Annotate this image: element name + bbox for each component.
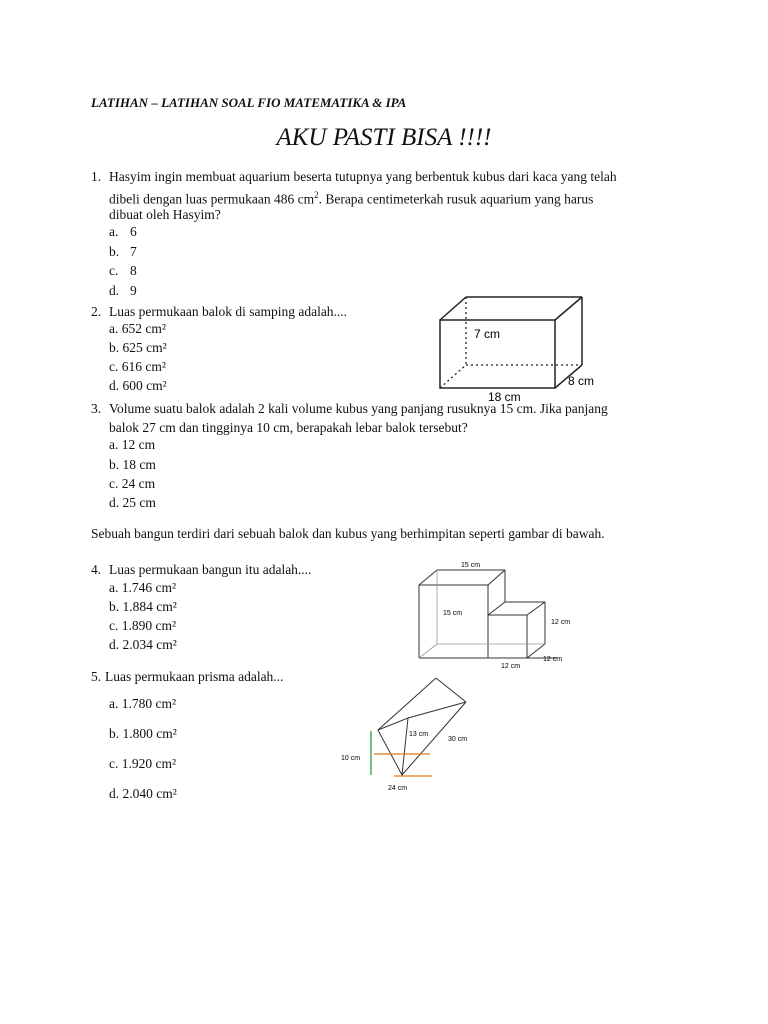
- q1-line-1: Hasyim ingin membuat aquarium beserta tutupnya yang berbentuk kubus dari kaca yang telah: [109, 169, 617, 184]
- q5-option-d: d. 2.040 cm²: [109, 786, 177, 801]
- q4-right-label: 12 cm: [551, 619, 571, 626]
- q4-bottom-label-2: 12 cm: [501, 663, 521, 670]
- q4-number: 4.: [91, 562, 102, 577]
- q1-number: 1.: [91, 169, 102, 184]
- q1-option-b-letter: b.: [109, 244, 120, 259]
- q4-option-c: c. 1.890 cm²: [109, 618, 177, 633]
- q4-text: Luas permukaan bangun itu adalah....: [109, 562, 312, 577]
- q1-option-b-value: 7: [130, 244, 137, 259]
- q2-number: 2.: [91, 304, 102, 319]
- q5-slant-label: 13 cm: [409, 731, 429, 738]
- q2-text: Luas permukaan balok di samping adalah....: [109, 304, 348, 319]
- q4-composite-figure: [415, 558, 580, 670]
- q5-length-label: 30 cm: [448, 736, 468, 743]
- q2-option-c: c. 616 cm²: [109, 359, 166, 374]
- q1-option-c-letter: c.: [109, 263, 119, 278]
- q4-bottom-label-1: 12 cm: [543, 656, 563, 663]
- q3-option-a: a. 12 cm: [109, 437, 156, 452]
- q1-superscript: 2: [314, 190, 319, 200]
- q5-base-label: 24 cm: [388, 785, 408, 792]
- q1-line-3: dibuat oleh Hasyim?: [109, 207, 221, 222]
- q5-number: 5.: [91, 669, 102, 684]
- q1-option-c-value: 8: [130, 263, 137, 278]
- q5-option-c: c. 1.920 cm²: [109, 756, 177, 771]
- intro-text: Sebuah bangun terdiri dari sebuah balok dan kubus yang berhimpitan seperti gambar di bawah.: [91, 526, 605, 541]
- q4-option-b: b. 1.884 cm²: [109, 599, 177, 614]
- q2-length-label: 18 cm: [488, 390, 521, 402]
- page-title: AKU PASTI BISA !!!!: [276, 124, 492, 151]
- q5-prism-figure: [338, 674, 488, 796]
- q1-option-d-letter: d.: [109, 283, 120, 298]
- q1-line-2b: . Berapa centimeterkah rusuk aquarium yang harus: [318, 191, 594, 207]
- q3-number: 3.: [91, 401, 102, 416]
- q2-width-label: 8 cm: [568, 374, 595, 388]
- q5-text: Luas permukaan prisma adalah...: [105, 669, 284, 684]
- q5-height-label: 10 cm: [341, 755, 361, 762]
- q2-option-b: b. 625 cm²: [109, 340, 167, 355]
- q5-option-b: b. 1.800 cm²: [109, 726, 177, 741]
- q3-line-1: Volume suatu balok adalah 2 kali volume kubus yang panjang rusuknya 15 cm. Jika panjang: [109, 401, 608, 416]
- q1-line-2a: dibeli dengan luas permukaan 486 cm: [109, 191, 315, 207]
- q4-left-label: 15 cm: [443, 610, 463, 617]
- q1-option-a-letter: a.: [109, 224, 119, 239]
- q4-option-d: d. 2.034 cm²: [109, 637, 177, 652]
- q3-option-c: c. 24 cm: [109, 476, 156, 491]
- q2-cuboid-figure: [430, 290, 610, 402]
- q2-option-d: d. 600 cm²: [109, 378, 167, 393]
- q3-option-b: b. 18 cm: [109, 457, 156, 472]
- q4-option-a: a. 1.746 cm²: [109, 580, 177, 595]
- q1-option-d-value: 9: [130, 283, 137, 298]
- q4-top-label: 15 cm: [461, 562, 481, 569]
- q1-option-a-value: 6: [130, 224, 137, 239]
- q2-height-label: 7 cm: [474, 327, 501, 341]
- q3-line-2: balok 27 cm dan tingginya 10 cm, berapakah lebar balok tersebut?: [109, 420, 468, 435]
- q3-option-d: d. 25 cm: [109, 495, 156, 510]
- q5-option-a: a. 1.780 cm²: [109, 696, 177, 711]
- worksheet-header: LATIHAN – LATIHAN SOAL FIO MATEMATIKA & IPA: [91, 95, 407, 110]
- q2-option-a: a. 652 cm²: [109, 321, 166, 336]
